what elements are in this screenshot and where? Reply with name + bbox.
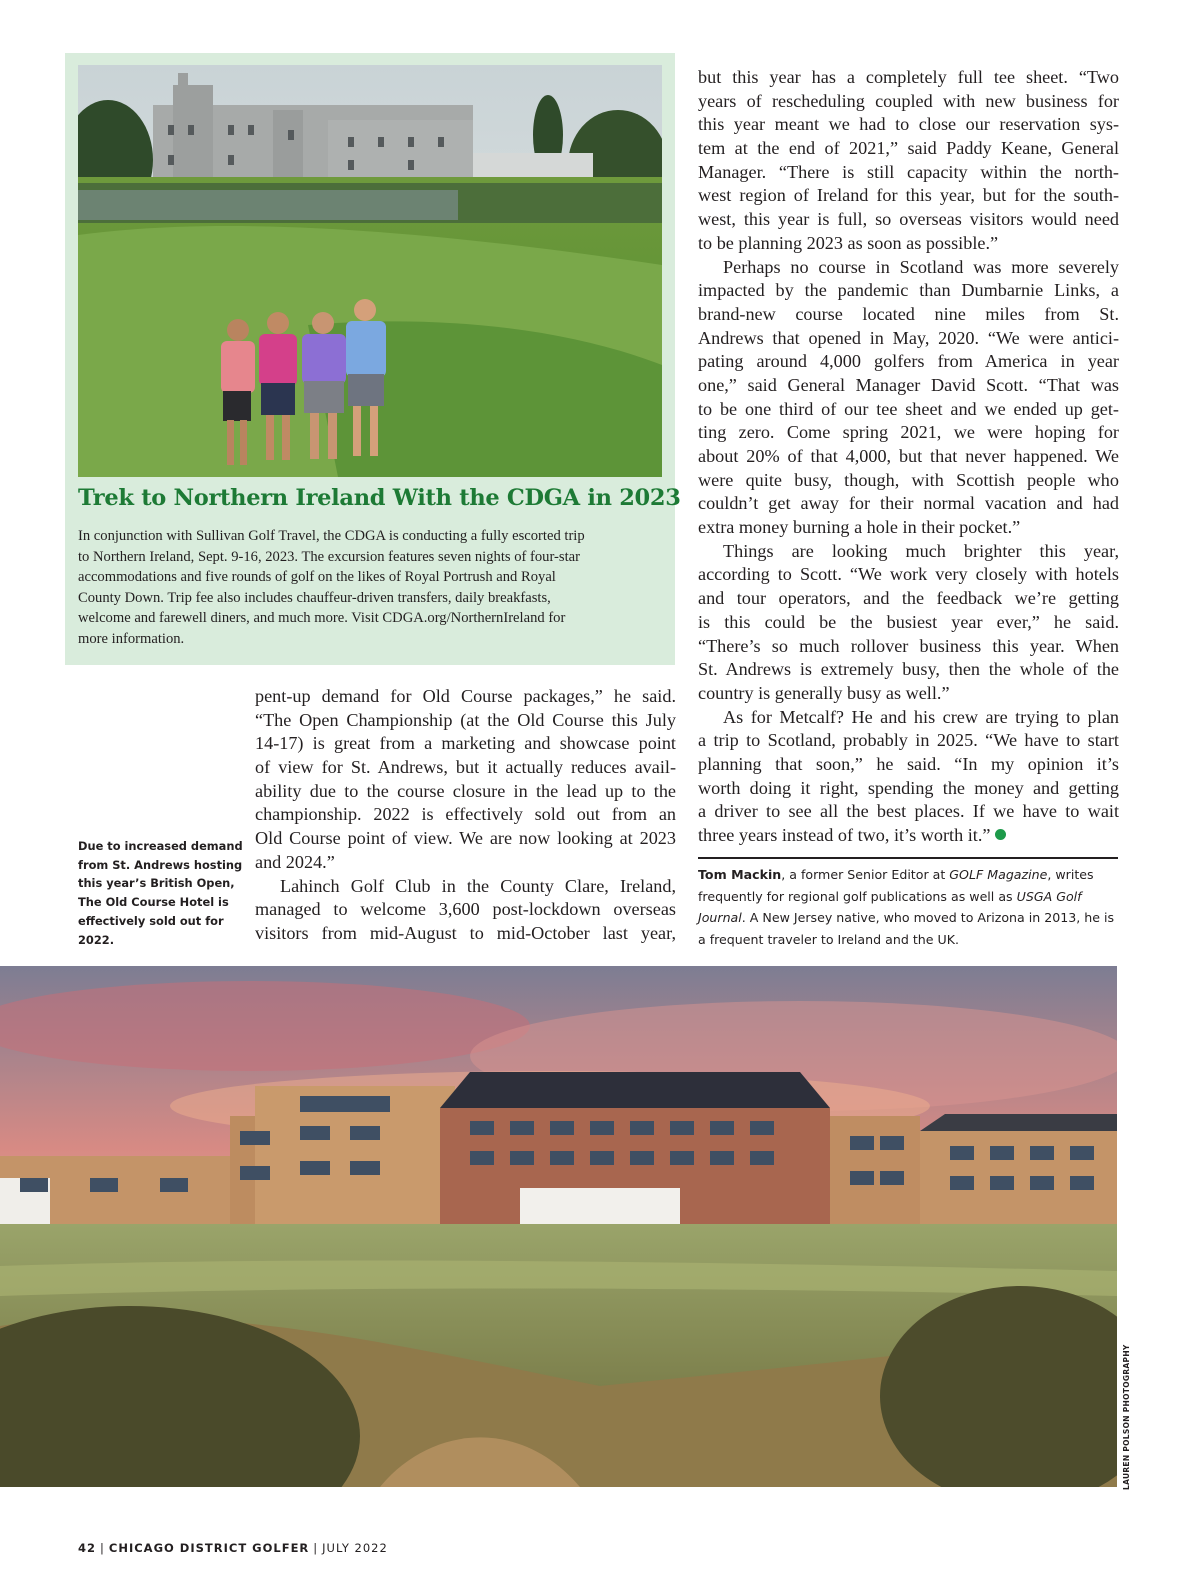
article-line: extra money burning a hole in their pocket.” [698,517,1021,538]
article-line: As for Metcalf? He and his crew are trying to plan [723,706,1119,727]
article-line: brand-new course located nine miles from St. [698,303,1119,324]
magazine-name: GOLF Magazine [949,867,1048,882]
article-line: and tour operators, and the feedback we’re getting [698,588,1119,609]
article-line: but this year has a completely full tee sheet. “Two [698,67,1119,87]
bio-line: a frequent traveler to Ireland and the UK. [698,931,959,947]
article-line: 14-17) is great from a marketing and showcase point [255,733,676,754]
article-line: pating around 4,000 golfers from America in year [698,351,1119,372]
magazine-name: USGA Golf [1016,888,1082,904]
article-line: visitors from mid-August to mid-October last year, [255,922,676,943]
article-line: a trip to Scotland, probably in 2025. “We have to start [698,730,1119,751]
bio-divider [698,857,1118,859]
caption-line: from St. Andrews hosting [78,857,243,872]
author-name: Tom Mackin [698,867,782,882]
article-column-right [698,66,1119,848]
page-number: 42 [78,1541,97,1555]
sidebar-body [78,526,663,649]
article-line: managed to welcome 3,600 post-lockdown overseas [255,899,676,920]
article-line: is this could be the busiest year ever,” he said. [698,611,1119,632]
article-line: Lahinch Golf Club in the County Clare, Ireland, [280,875,676,896]
article-line: “The Open Championship (at the Old Course this July [255,709,676,730]
bio-line [698,864,1128,886]
article-line: were quite busy, though, with Scottish people who [698,469,1119,490]
publication-name: CHICAGO DISTRICT GOLFER [108,1541,310,1555]
article-column-middle [255,685,676,946]
article-line: championship. 2022 is effectively sold out from an [255,804,676,825]
article-line: ting zero. Come spring 2021, we were hoping for [698,422,1119,443]
bio-text: , a former Senior Editor at [781,867,950,882]
issue-date: JULY 2022 [322,1541,388,1555]
author-bio [698,864,1128,950]
article-line: Andrews that opened in May, 2020. “We were antici- [698,327,1119,348]
article-line: pent-up demand for Old Course packages,” he said. [255,686,676,706]
sidebar-body-line: accommodations and five rounds of golf on the likes of Royal Portrush and Royal [78,569,556,585]
article-final-line [698,824,1119,848]
caption-line: The Old Course Hotel is [78,895,229,910]
sidebar-body-line: more information. [78,630,185,647]
article-line: Manager. “There is still capacity within the north- [698,161,1119,182]
footer-separator: | [100,1541,105,1555]
article-line: a driver to see all the best places. If we have to wait [698,801,1119,822]
golfers-castle-photo [78,65,662,477]
bio-line [698,907,1128,929]
photo-caption [78,837,243,949]
article-line: this year meant we had to close our reservation sys- [698,114,1119,135]
sidebar-title: Trek to Northern Ireland With the CDGA in 2023 [78,485,681,511]
bio-text: , writes [1047,867,1094,882]
caption-line: effectively sold out for [78,913,224,928]
bio-text: frequently for regional golf publications as well as [698,888,1017,904]
article-line: worth doing it right, spending the money and getting [698,777,1119,798]
page-footer [78,1541,388,1555]
article-line: one,” said General Manager David Scott. “That was [698,374,1119,395]
article-line: tem at the end of 2021,” said Paddy Keane, General [698,138,1119,159]
magazine-name: Journal [698,910,742,925]
old-course-hotel-photo [0,966,1117,1487]
sidebar-body-line: welcome and farewell diners, and much more. Visit CDGA.org/NorthernIreland for [78,610,566,626]
sidebar-box [65,53,681,665]
article-line: ability due to the course closure in the lead up to the [255,780,676,801]
article-line-text: three years instead of two, it’s worth it.” [698,825,991,845]
article-line: of view for St. Andrews, but it actually reduces avail- [255,757,676,778]
sidebar-body-line: to Northern Ireland, Sept. 9-16, 2023. The excursion features seven nights of four-star [78,548,580,565]
article-line: west region of Ireland for this year, but for the south- [698,185,1119,206]
end-mark-icon [995,829,1006,840]
sidebar-body-line: County Down. Trip fee also includes chauffeur-driven transfers, daily breakfasts, [78,589,551,606]
article-line: west, this year is full, so overseas visitors would need [698,209,1119,230]
article-line: couldn’t get away for their normal vacation and had [698,493,1119,514]
article-line: Old Course point of view. We are now looking at 2023 [255,828,676,849]
footer-separator: | [313,1541,319,1555]
bio-text: . A New Jersey native, who moved to Arizona in 2013, he is [741,910,1115,925]
sidebar-body-line: In conjunction with Sullivan Golf Travel, the CDGA is conducting a fully escorted trip [78,528,585,544]
photo-credit: LAUREN POLSON PHOTOGRAPHY [1122,1344,1131,1490]
article-line: to be one third of our tee sheet and we ended up get- [698,398,1119,419]
article-line: and 2024.” [255,851,335,872]
article-line: to be planning 2023 as soon as possible.” [698,232,999,253]
article-line: planning that soon,” he said. “In my opinion it’s [698,753,1119,774]
article-line: “There’s so much rollover business this year. When [698,635,1119,656]
article-line: St. Andrews is extremely busy, then the whole of the [698,659,1119,680]
article-line: according to Scott. “We work very closely with hotels [698,564,1119,585]
article-line: years of rescheduling coupled with new business for [698,90,1119,111]
article-line: Things are looking much brighter this year, [723,540,1119,561]
article-line: Perhaps no course in Scotland was more severely [723,256,1119,277]
article-line: about 20% of that 4,000, but that never happened. We [698,446,1119,466]
caption-line: this year’s British Open, [78,876,235,891]
bio-line [698,886,1128,908]
caption-line: 2022. [78,932,115,947]
caption-line: Due to increased demand [78,839,243,853]
article-line: country is generally busy as well.” [698,682,950,703]
article-line: impacted by the pandemic than Dumbarnie Links, a [698,280,1119,301]
